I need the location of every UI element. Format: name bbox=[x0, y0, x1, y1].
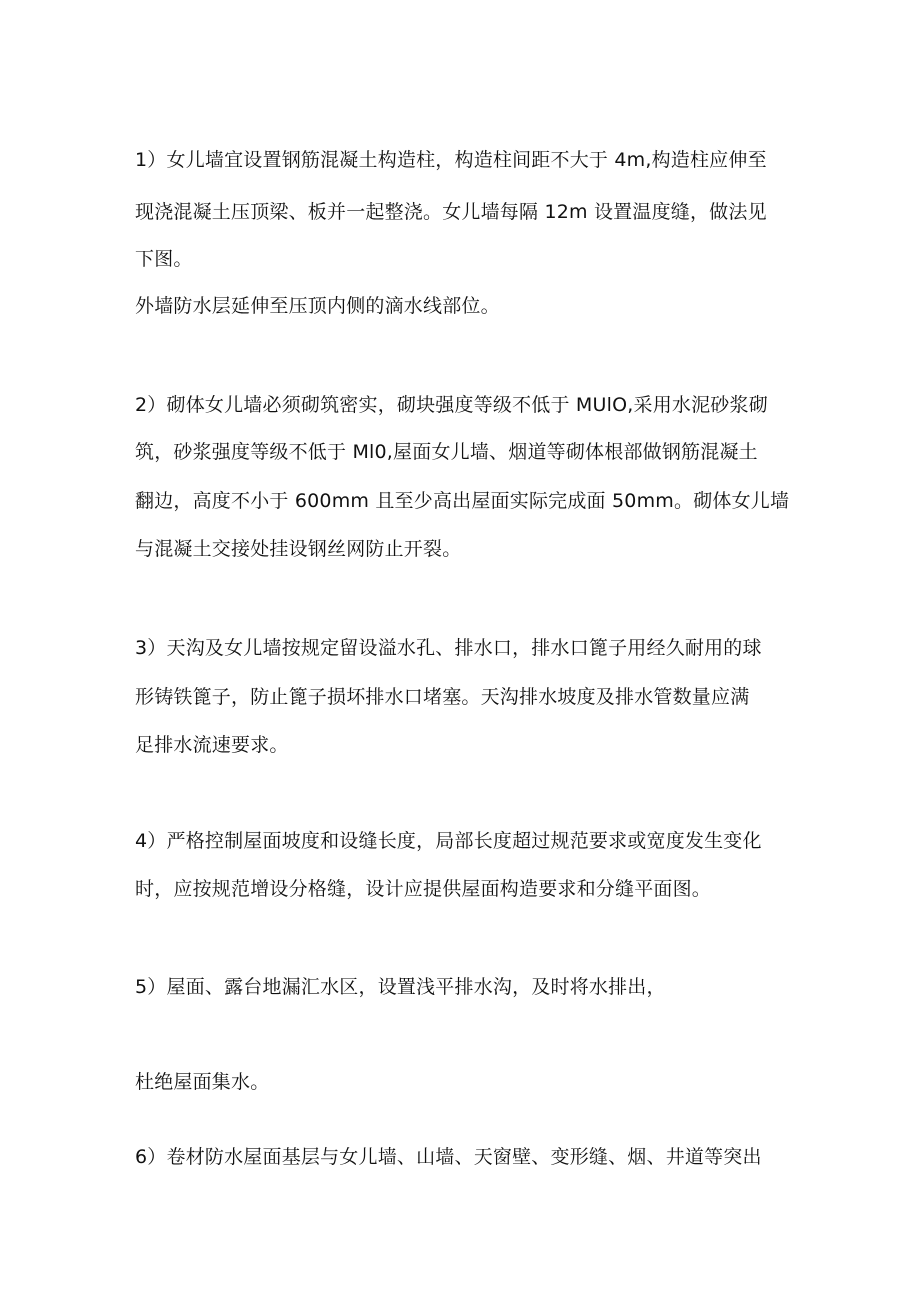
paragraph-3-line-2: 形铸铁篦子，防止篦子损坏排水口堵塞。天沟排水坡度及排水管数量应满 bbox=[135, 686, 750, 708]
paragraph-2-line-3: 翻边，高度不小于 600mm 且至少高出屋面实际完成面 50mm。砌体女儿墙 bbox=[135, 490, 790, 512]
paragraph-2-line-4: 与混凝土交接处挂设钢丝网防止开裂。 bbox=[135, 538, 462, 560]
paragraph-1-line-3: 下图。 bbox=[135, 248, 193, 270]
paragraph-1-line-1: 1）女儿墙宜设置钢筋混凝土构造柱，构造柱间距不大于 4m,构造柱应伸至 bbox=[135, 149, 767, 171]
paragraph-2-line-2: 筑，砂浆强度等级不低于 Ml0,屋面女儿墙、烟道等砌体根部做钢筋混凝土 bbox=[135, 441, 758, 463]
paragraph-3-line-3: 足排水流速要求。 bbox=[135, 734, 289, 756]
paragraph-1-line-4: 外墙防水层延伸至压顶内侧的滴水线部位。 bbox=[135, 295, 500, 317]
paragraph-5-line-2: 杜绝屋面集水。 bbox=[135, 1071, 270, 1093]
paragraph-1-line-2: 现浇混凝土压顶梁、板并一起整浇。女儿墙每隔 12m 设置温度缝，做法见 bbox=[135, 201, 767, 223]
paragraph-6-line-1: 6）卷材防水屋面基层与女儿墙、山墙、天窗壁、变形缝、烟、井道等突出 bbox=[135, 1146, 762, 1168]
paragraph-3-line-1: 3）天沟及女儿墙按规定留设溢水孔、排水口，排水口篦子用经久耐用的球 bbox=[135, 637, 762, 659]
paragraph-5-line-1: 5）屋面、露台地漏汇水区，设置浅平排水沟，及时将水排出， bbox=[135, 976, 666, 998]
paragraph-4-line-2: 时，应按规范增设分格缝，设计应提供屋面构造要求和分缝平面图。 bbox=[135, 878, 712, 900]
paragraph-2-line-1: 2）砌体女儿墙必须砌筑密实，砌块强度等级不低于 MUlO,采用水泥砂浆砌 bbox=[135, 394, 768, 416]
paragraph-4-line-1: 4）严格控制屋面坡度和设缝长度，局部长度超过规范要求或宽度发生变化 bbox=[135, 830, 762, 852]
